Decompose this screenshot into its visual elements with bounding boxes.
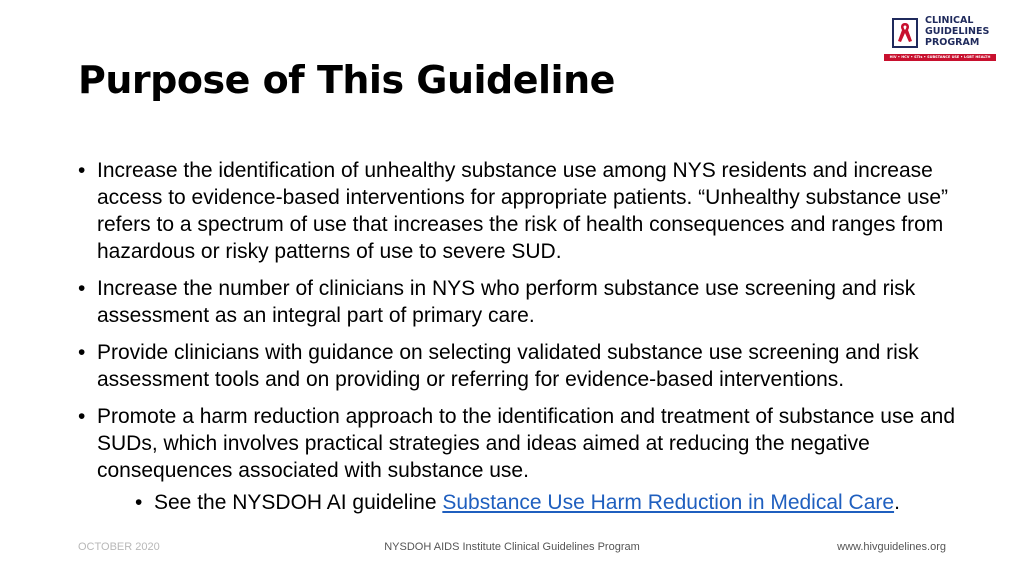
- bullet-glyph: •: [78, 159, 86, 182]
- bullet-glyph: •: [78, 277, 86, 300]
- sub-bullet-prefix: See the NYSDOH AI guideline: [154, 491, 443, 514]
- list-item: [78, 157, 958, 265]
- bullet-text: Increase the identification of unhealthy substance use among NYS residents and increase access to evidence-based interventions for appropriate patients. “Unhealthy substance use” refers to a spectrum of use that increases the risk of health consequences and ranges from hazardous or risky patterns of use to severe SUD.: [97, 159, 948, 263]
- footer-program: NYSDOH AIDS Institute Clinical Guidelines Program: [384, 541, 640, 553]
- list-item: [78, 275, 958, 329]
- logo-tagline: HIV • HCV • STIs • SUBSTANCE USE • LGBT HEALTH: [884, 54, 996, 61]
- list-item: [78, 339, 958, 393]
- logo-line-3: PROGRAM: [925, 37, 980, 48]
- bullet-glyph: •: [78, 405, 86, 428]
- logo-line-2: GUIDELINES: [925, 26, 990, 37]
- footer-date: OCTOBER 2020: [78, 541, 160, 553]
- list-item: [78, 403, 958, 516]
- bullet-text: Provide clinicians with guidance on selecting validated substance use screening and risk assessment tools and on providing or referring for evidence-based interventions.: [97, 341, 919, 391]
- program-logo: [884, 14, 996, 64]
- sub-bullet-list: [97, 489, 958, 516]
- bullet-list: [78, 157, 958, 526]
- sub-list-item: [135, 489, 958, 516]
- footer-url: www.hivguidelines.org: [837, 541, 946, 553]
- bullet-text: Promote a harm reduction approach to the identification and treatment of substance use and SUDs, which involves practical strategies and ideas aimed at reducing the negative consequences associated with substance use.: [97, 405, 956, 482]
- bullet-glyph: •: [78, 341, 86, 364]
- sub-bullet-suffix: .: [894, 491, 900, 514]
- logo-line-1: CLINICAL: [925, 15, 974, 26]
- logo-frame: [892, 18, 918, 48]
- bullet-text: Increase the number of clinicians in NYS who perform substance use screening and risk assessment as an integral part of primary care.: [97, 277, 916, 327]
- red-ribbon-icon: [896, 22, 914, 44]
- harm-reduction-guideline-link[interactable]: Substance Use Harm Reduction in Medical Care: [442, 491, 895, 514]
- page-title: Purpose of This Guideline: [78, 58, 615, 102]
- sub-bullet-glyph: •: [135, 491, 143, 514]
- logo-text: [925, 15, 989, 48]
